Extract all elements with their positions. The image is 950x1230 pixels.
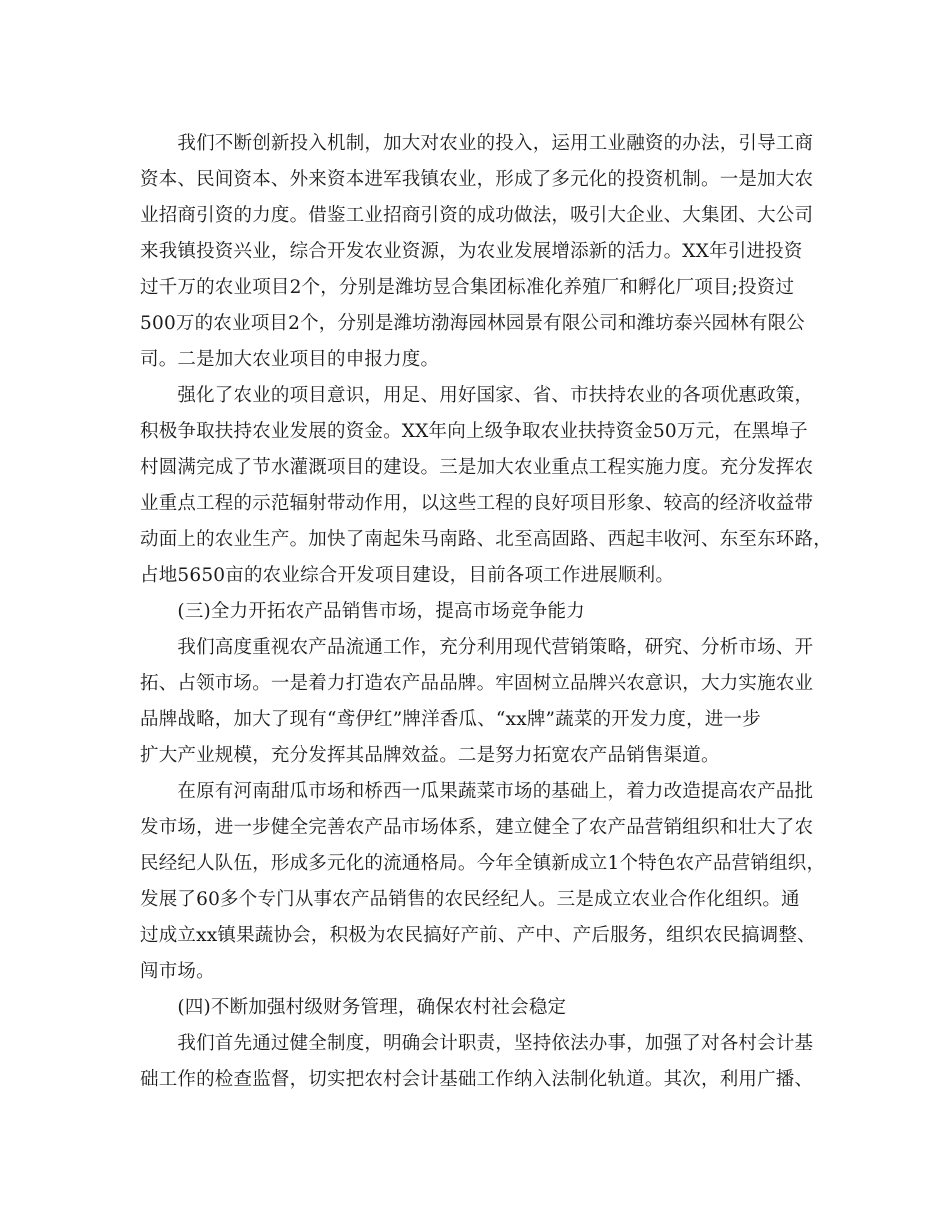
text-line: 发展了60多个专门从事农产品销售的农民经纪人。三是成立农业合作化组织。通 [140,889,800,910]
section-heading: (三)全力开拓农产品销售市场，提高市场竞争能力 [140,601,585,622]
text-line: 拓、占领市场。一是着力打造农产品品牌。牢固树立品牌兴农意识，大力实施农业 [140,673,814,694]
section-heading: (四)不断加强村级财务管理，确保农村社会稳定 [140,997,567,1018]
text-line: 司。二是加大农业项目的申报力度。 [140,349,440,370]
text-line: 资本、民间资本、外来资本进军我镇农业，形成了多元化的投资机制。一是加大农 [140,169,814,190]
text-line: 业重点工程的示范辐射带动作用，以这些工程的良好项目形象、较高的经济收益带 [140,493,814,514]
text-line: 础工作的检查监督，切实把农村会计基础工作纳入法制化轨道。其次，利用广播、 [140,1069,814,1090]
text-line: 来我镇投资兴业，综合开发农业资源，为农业发展增添新的活力。XX年引进投资 [140,241,803,262]
text-line: 占地5650亩的农业综合开发项目建设，目前各项工作进展顺利。 [140,565,675,586]
text-line: 业招商引资的力度。借鉴工业招商引资的成功做法，吸引大企业、大集团、大公司 [140,205,814,226]
text-line: 在原有河南甜瓜市场和桥西一瓜果蔬菜市场的基础上，着力改造提高农产品批 [140,781,814,802]
text-line: 过成立xx镇果蔬协会，积极为农民搞好产前、产中、产后服务，组织农民搞调整、 [140,925,816,946]
text-line: 500万的农业项目2个，分别是潍坊渤海园林园景有限公司和潍坊泰兴园林有限公 [140,313,805,334]
text-line: 我们首先通过健全制度，明确会计职责，坚持依法办事，加强了对各村会计基 [140,1033,814,1054]
text-line: 发市场，进一步健全完善农产品市场体系，建立健全了农产品营销组织和壮大了农 [140,817,814,838]
text-line: 品牌战略，加大了现有“鸢伊红”牌洋香瓜、“xx牌”蔬菜的开发力度，进一步 [140,709,761,730]
text-line: 积极争取扶持农业发展的资金。XX年向上级争取农业扶持资金50万元，在黑埠子 [140,421,808,442]
text-line: 强化了农业的项目意识，用足、用好国家、省、市扶持农业的各项优惠政策， [140,385,814,406]
text-line: 动面上的农业生产。加快了南起朱马南路、北至高固路、西起丰收河、东至东环路， [140,529,832,550]
text-line: 扩大产业规模，充分发挥其品牌效益。二是努力拓宽农产品销售渠道。 [140,745,720,766]
text-line: 村圆满完成了节水灌溉项目的建设。三是加大农业重点工程实施力度。充分发挥农 [140,457,814,478]
text-line: 闯市场。 [140,961,215,982]
text-line: 我们高度重视农产品流通工作，充分利用现代营销策略，研究、分析市场、开 [140,637,814,658]
text-line: 过千万的农业项目2个，分别是潍坊昱合集团标准化养殖厂和孵化厂项目;投资过 [140,277,795,298]
text-line: 我们不断创新投入机制，加大对农业的投入，运用工业融资的办法，引导工商 [140,133,814,154]
text-line: 民经纪人队伍，形成多元化的流通格局。今年全镇新成立1个特色农产品营销组织， [140,853,826,874]
